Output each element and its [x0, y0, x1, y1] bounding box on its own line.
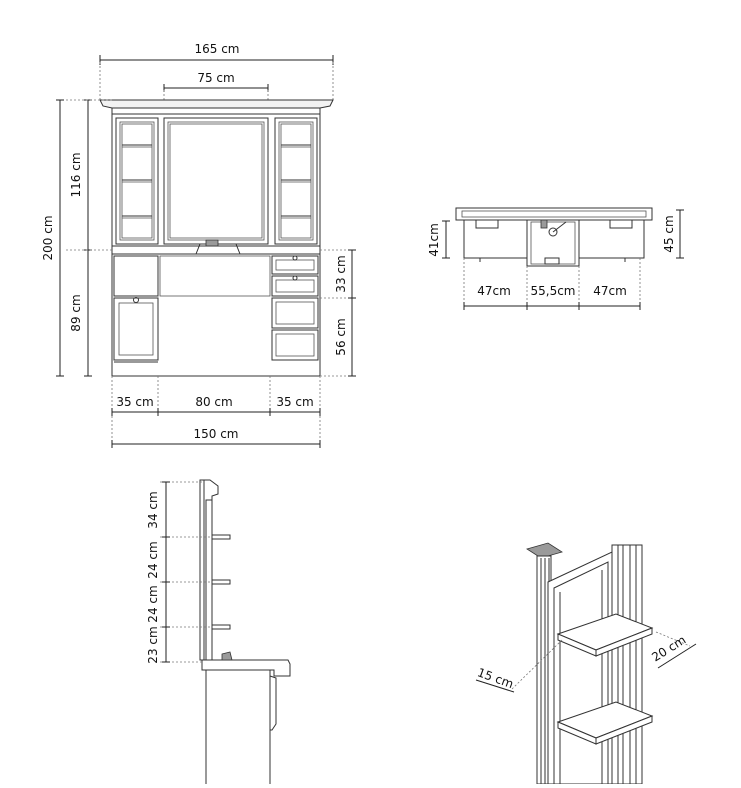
side-shelf-2	[212, 580, 230, 584]
right-door-lower	[272, 330, 318, 360]
dim-side-shelf-gap-1: 24 cm	[146, 541, 160, 579]
side-shelf-1	[212, 535, 230, 539]
dim-drawer-height: 33 cm	[334, 255, 348, 293]
dim-top-right-width: 47cm	[593, 284, 627, 298]
right-drawer-middle	[272, 276, 318, 296]
dim-lower-height: 89 cm	[69, 294, 83, 332]
dim-shelf-width: 20 cm	[649, 632, 689, 665]
left-lower-door	[114, 298, 158, 360]
mirror	[164, 118, 268, 244]
dim-right-cabinet: 35 cm	[276, 395, 314, 409]
dim-base-width: 150 cm	[193, 427, 239, 441]
side-counter	[202, 660, 290, 676]
dim-side-shelf-gap-2: 24 cm	[146, 585, 160, 623]
side-view	[146, 480, 290, 784]
front-view	[41, 42, 356, 448]
top-view	[427, 208, 684, 310]
right-drawer-top	[272, 256, 318, 274]
dim-total-top-width: 165 cm	[194, 42, 240, 56]
dim-side-bottom-gap: 23 cm	[146, 626, 160, 664]
dim-top-center-width: 55,5cm	[530, 284, 576, 298]
faucet-icon	[206, 240, 218, 246]
side-shelf-3	[212, 625, 230, 629]
right-door-upper	[272, 298, 318, 328]
cornice	[100, 100, 333, 108]
dim-left-cabinet: 35 cm	[116, 395, 154, 409]
dim-shelf-depth: 15 cm	[475, 665, 516, 692]
dim-total-height: 200 cm	[41, 215, 55, 261]
dim-upper-height: 116 cm	[69, 152, 83, 198]
dim-side-top-gap: 34 cm	[146, 491, 160, 529]
dim-top-left-width: 47cm	[477, 284, 511, 298]
dim-mirror-width: 75 cm	[197, 71, 235, 85]
dim-left-depth: 41cm	[427, 223, 441, 257]
dim-center-width: 80 cm	[195, 395, 233, 409]
dim-right-depth: 45 cm	[662, 215, 676, 253]
detail-view	[475, 543, 696, 784]
dim-cabinet-height: 56 cm	[334, 318, 348, 356]
